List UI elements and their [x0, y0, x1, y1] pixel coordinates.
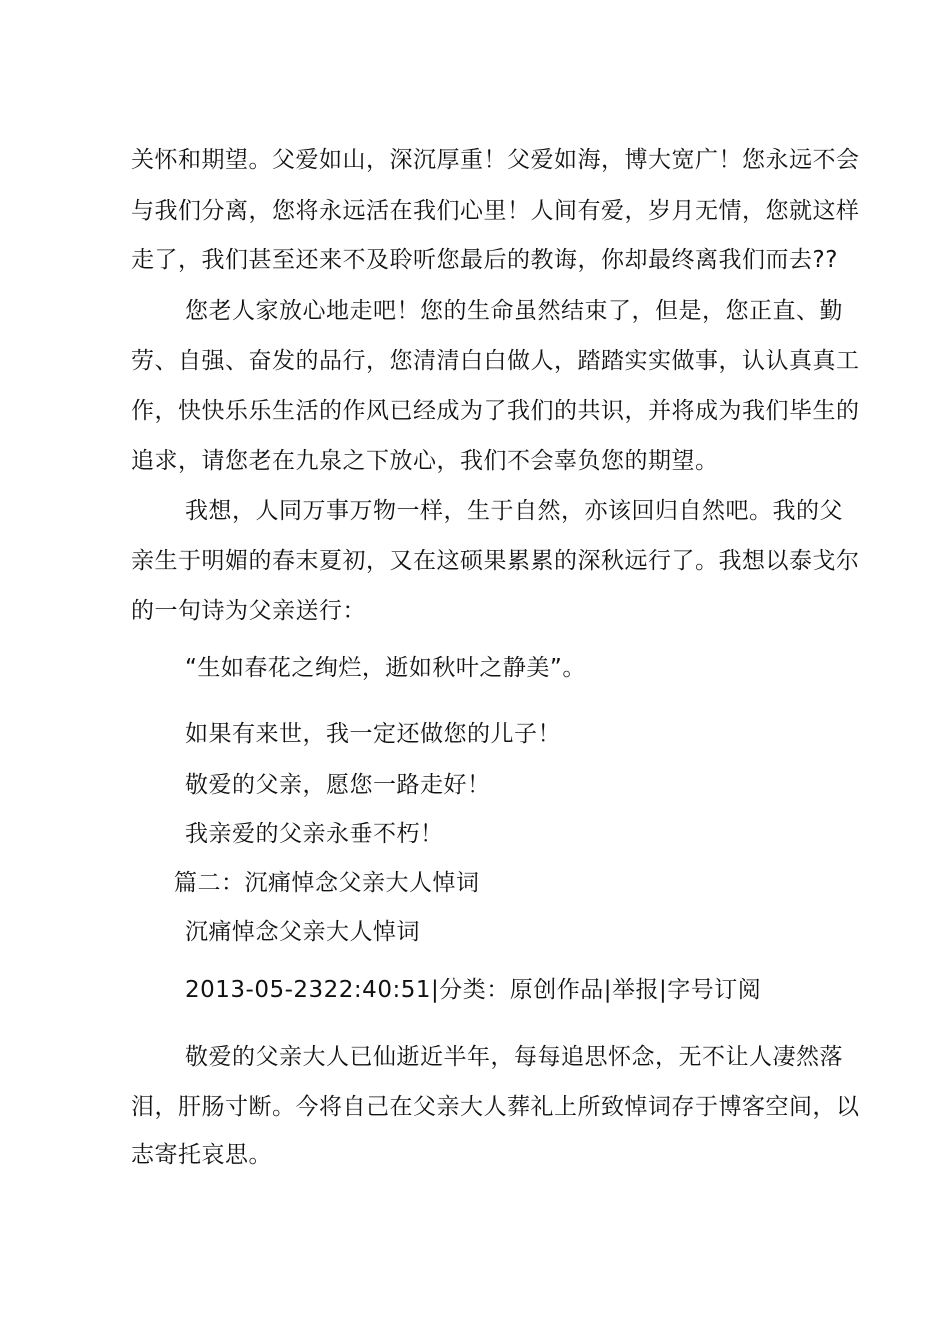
paragraph-line: 志寄托哀思。 — [131, 1142, 272, 1168]
paragraph-line: 我想，人同万事万物一样，生于自然，亦该回归自然吧。我的父 — [185, 498, 843, 524]
closing-line: 如果有来世，我一定还做您的儿子！ — [185, 721, 561, 747]
paragraph-line: 敬爱的父亲大人已仙逝近半年，每每追思怀念，无不让人凄然落 — [185, 1044, 843, 1070]
paragraph-line: 泪，肝肠寸断。今将自己在父亲大人葬礼上所致悼词存于博客空间，以 — [131, 1094, 860, 1120]
paragraph-line: 作，快快乐乐生活的作风已经成为了我们的共识，并将成为我们毕生的 — [131, 398, 860, 424]
section-heading: 篇二：沉痛悼念父亲大人悼词 — [174, 870, 480, 896]
closing-line: 我亲爱的父亲永垂不朽！ — [185, 821, 444, 847]
paragraph-line: 关怀和期望。父爱如山，深沉厚重！父爱如海，博大宽广！您永远不会 — [131, 147, 860, 173]
article-title: 沉痛悼念父亲大人悼词 — [185, 919, 420, 945]
paragraph-line: 走了，我们甚至还来不及聆听您最后的教诲，你却最终离我们而去?? — [131, 247, 838, 273]
paragraph-line: 追求，请您老在九泉之下放心，我们不会辜负您的期望。 — [131, 448, 719, 474]
quote-line: “生如春花之绚烂，逝如秋叶之静美”。 — [185, 655, 586, 681]
closing-line: 敬爱的父亲，愿您一路走好！ — [185, 772, 491, 798]
paragraph-line: 与我们分离，您将永远活在我们心里！人间有爱，岁月无情，您就这样 — [131, 198, 860, 224]
paragraph-line: 的一句诗为父亲送行： — [131, 598, 366, 624]
paragraph-line: 亲生于明媚的春末夏初，又在这硕果累累的深秋远行了。我想以泰戈尔 — [131, 548, 860, 574]
paragraph-line: 您老人家放心地走吧！您的生命虽然结束了，但是，您正直、勤 — [185, 298, 843, 324]
paragraph-line: 劳、自强、奋发的品行，您清清白白做人，踏踏实实做事，认认真真工 — [131, 348, 860, 374]
article-meta: 2013-05-2322:40:51|分类：原创作品|举报|字号订阅 — [185, 977, 762, 1003]
